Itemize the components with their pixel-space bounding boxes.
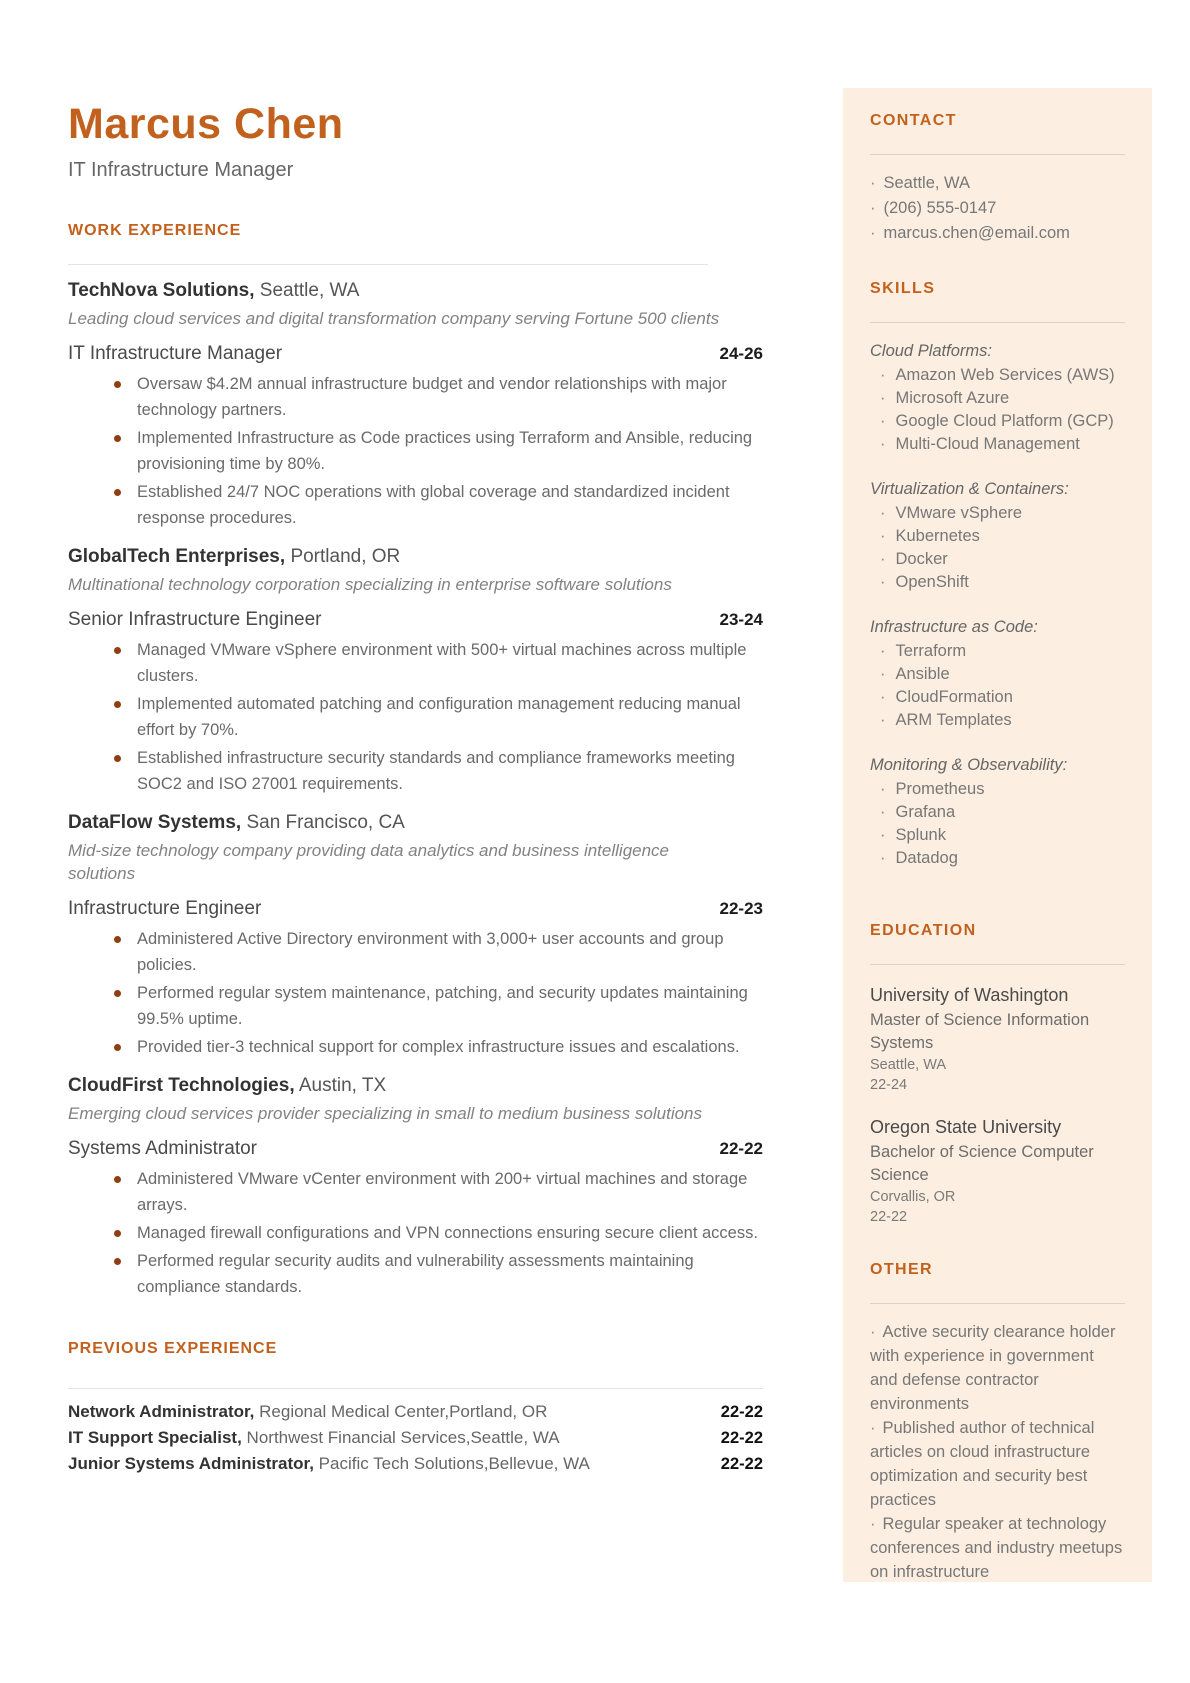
skill-list (870, 364, 1125, 456)
contact-item: · Seattle, WA (870, 171, 1125, 196)
skills-section (870, 280, 1125, 870)
company-description: Multinational technology corporation specializing in enterprise software solutions (68, 575, 672, 595)
education-entry (870, 981, 1125, 1095)
contact-list (870, 171, 1125, 246)
previous-organization: Regional Medical Center,Portland, OR (259, 1402, 548, 1422)
school-name: University of Washington (870, 985, 1069, 1005)
person-name: Marcus Chen (68, 100, 344, 148)
skill-item: · Datadog (880, 847, 1125, 870)
job-title: IT Infrastructure Manager (68, 343, 283, 365)
company-description: Emerging cloud services provider specializing in small to medium business solutions (68, 1104, 703, 1124)
degree: Bachelor of Science Computer Science (870, 1143, 1094, 1184)
company-name: CloudFirst Technologies, (68, 1075, 295, 1097)
work-experience-heading: WORK EXPERIENCE (68, 222, 242, 240)
education-dates: 22-24 (870, 1077, 908, 1093)
job-title: Senior Infrastructure Engineer (68, 609, 322, 631)
previous-experience-row (68, 1451, 763, 1477)
skill-item: · Amazon Web Services (AWS) (880, 364, 1125, 387)
previous-experience-heading: PREVIOUS EXPERIENCE (68, 1340, 278, 1358)
skill-item: · VMware vSphere (880, 502, 1125, 525)
contact-item: · (206) 555-0147 (870, 196, 1125, 221)
skill-item: · Microsoft Azure (880, 387, 1125, 410)
job-title: Systems Administrator (68, 1138, 257, 1160)
contact-item: · marcus.chen@email.com (870, 221, 1125, 246)
skill-group (870, 477, 1125, 594)
divider (870, 964, 1125, 965)
other-item: · Regular speaker at technology conferences and industry meetups on infrastructure (870, 1512, 1125, 1584)
skill-group (870, 339, 1125, 456)
previous-organization: Pacific Tech Solutions,Bellevue, WA (318, 1454, 590, 1474)
school-name: Oregon State University (870, 1117, 1062, 1137)
education-entry (870, 1113, 1125, 1227)
company-line (68, 1074, 763, 1098)
bullet-item: Implemented Infrastructure as Code practices using Terraform and Ansible, reducing provisioning time by 80%. (68, 425, 763, 477)
bullet-item: Managed firewall configurations and VPN connections ensuring secure client access. (68, 1220, 763, 1246)
skills-groups (870, 339, 1125, 870)
company-line (68, 545, 763, 569)
skill-group-label: Cloud Platforms: (870, 342, 992, 360)
bullet-list (68, 371, 763, 531)
bullet-item: Established 24/7 NOC operations with global coverage and standardized incident response procedures. (68, 479, 763, 531)
previous-role: Network Administrator, (68, 1402, 255, 1422)
divider (68, 264, 708, 265)
job-title: Infrastructure Engineer (68, 898, 262, 920)
other-list (870, 1320, 1125, 1584)
job-dates: 22-23 (719, 899, 763, 919)
degree: Master of Science Information Systems (870, 1011, 1090, 1052)
bullet-item: Oversaw $4.2M annual infrastructure budget and vendor relationships with major technology partners. (68, 371, 763, 423)
work-entry (68, 545, 763, 797)
education-heading: EDUCATION (870, 922, 977, 939)
previous-dates: 22-22 (720, 1429, 763, 1448)
skill-list (870, 640, 1125, 732)
school-location: Corvallis, OR (870, 1189, 956, 1205)
previous-experience-list (68, 1399, 763, 1477)
job-dates: 24-26 (719, 344, 763, 364)
bullet-item: Performed regular security audits and vulnerability assessments maintaining compliance standards. (68, 1248, 763, 1300)
skill-item: · Kubernetes (880, 525, 1125, 548)
company-location: San Francisco, CA (246, 812, 405, 834)
skill-item: · Grafana (880, 801, 1125, 824)
skill-item: · Multi-Cloud Management (880, 433, 1125, 456)
skill-group-label: Infrastructure as Code: (870, 618, 1038, 636)
previous-role-line (68, 1399, 547, 1424)
bullet-item: Administered VMware vCenter environment with 200+ virtual machines and storage arrays. (68, 1166, 763, 1218)
main-column (68, 0, 763, 1477)
previous-role: Junior Systems Administrator, (68, 1454, 314, 1474)
other-heading: OTHER (870, 1261, 933, 1278)
education-dates: 22-22 (870, 1209, 908, 1225)
previous-role-line (68, 1451, 590, 1476)
skill-item: · Ansible (880, 663, 1125, 686)
skill-group (870, 753, 1125, 870)
skill-item: · ARM Templates (880, 709, 1125, 732)
company-location: Portland, OR (290, 546, 401, 568)
sidebar (843, 88, 1152, 1582)
divider (870, 154, 1125, 155)
role-row (68, 1138, 763, 1160)
school-location: Seattle, WA (870, 1057, 947, 1073)
job-dates: 23-24 (719, 610, 763, 630)
contact-section (870, 112, 1125, 246)
company-location: Seattle, WA (259, 280, 360, 302)
contact-heading: CONTACT (870, 112, 957, 129)
previous-organization: Northwest Financial Services,Seattle, WA (246, 1428, 560, 1448)
other-section (870, 1261, 1125, 1584)
work-entry (68, 279, 763, 531)
bullet-list (68, 1166, 763, 1300)
skill-list (870, 502, 1125, 594)
role-row (68, 609, 763, 631)
person-title: IT Infrastructure Manager (68, 159, 294, 182)
skill-item: · CloudFormation (880, 686, 1125, 709)
company-name: GlobalTech Enterprises, (68, 546, 286, 568)
work-entry (68, 811, 763, 1060)
bullet-list (68, 926, 763, 1060)
skill-item: · Google Cloud Platform (GCP) (880, 410, 1125, 433)
company-location: Austin, TX (298, 1075, 387, 1097)
skill-item: · Terraform (880, 640, 1125, 663)
divider (870, 322, 1125, 323)
skill-item: · Docker (880, 548, 1125, 571)
skill-item: · Prometheus (880, 778, 1125, 801)
skill-group (870, 615, 1125, 732)
divider (68, 1388, 763, 1389)
skill-list (870, 778, 1125, 870)
job-dates: 22-22 (719, 1139, 763, 1159)
bullet-item: Managed VMware vSphere environment with 500+ virtual machines across multiple clusters. (68, 637, 763, 689)
skill-item: · OpenShift (880, 571, 1125, 594)
other-item: · Active security clearance holder with experience in government and defense contractor environments (870, 1320, 1125, 1416)
company-line (68, 279, 763, 303)
company-line (68, 811, 763, 835)
bullet-list (68, 637, 763, 797)
bullet-item: Implemented automated patching and configuration management reducing manual effort by 70%. (68, 691, 763, 743)
other-item: · Published author of technical articles on cloud infrastructure optimization and security best practices (870, 1416, 1125, 1512)
company-name: DataFlow Systems, (68, 812, 242, 834)
previous-experience-row (68, 1399, 763, 1425)
bullet-item: Performed regular system maintenance, patching, and security updates maintaining 99.5% uptime. (68, 980, 763, 1032)
skill-group-label: Monitoring & Observability: (870, 756, 1068, 774)
previous-dates: 22-22 (720, 1403, 763, 1422)
skills-heading: SKILLS (870, 280, 936, 297)
bullet-item: Established infrastructure security standards and compliance frameworks meeting SOC2 and ISO 27001 requirements. (68, 745, 763, 797)
skill-group-label: Virtualization & Containers: (870, 480, 1069, 498)
role-row (68, 343, 763, 365)
skill-item: · Splunk (880, 824, 1125, 847)
company-name: TechNova Solutions, (68, 280, 255, 302)
education-section (870, 922, 1125, 1227)
divider (870, 1303, 1125, 1304)
previous-experience-row (68, 1425, 763, 1451)
previous-role-line (68, 1425, 560, 1450)
company-description: Mid-size technology company providing data analytics and business intelligence solutions (68, 841, 670, 884)
role-row (68, 898, 763, 920)
work-entry (68, 1074, 763, 1300)
education-list (870, 981, 1125, 1227)
company-description: Leading cloud services and digital transformation company serving Fortune 500 clients (68, 309, 720, 329)
previous-dates: 22-22 (720, 1455, 763, 1474)
bullet-item: Administered Active Directory environment with 3,000+ user accounts and group policies. (68, 926, 763, 978)
work-experience-list (68, 279, 763, 1300)
bullet-item: Provided tier-3 technical support for complex infrastructure issues and escalations. (68, 1034, 763, 1060)
previous-role: IT Support Specialist, (68, 1428, 242, 1448)
